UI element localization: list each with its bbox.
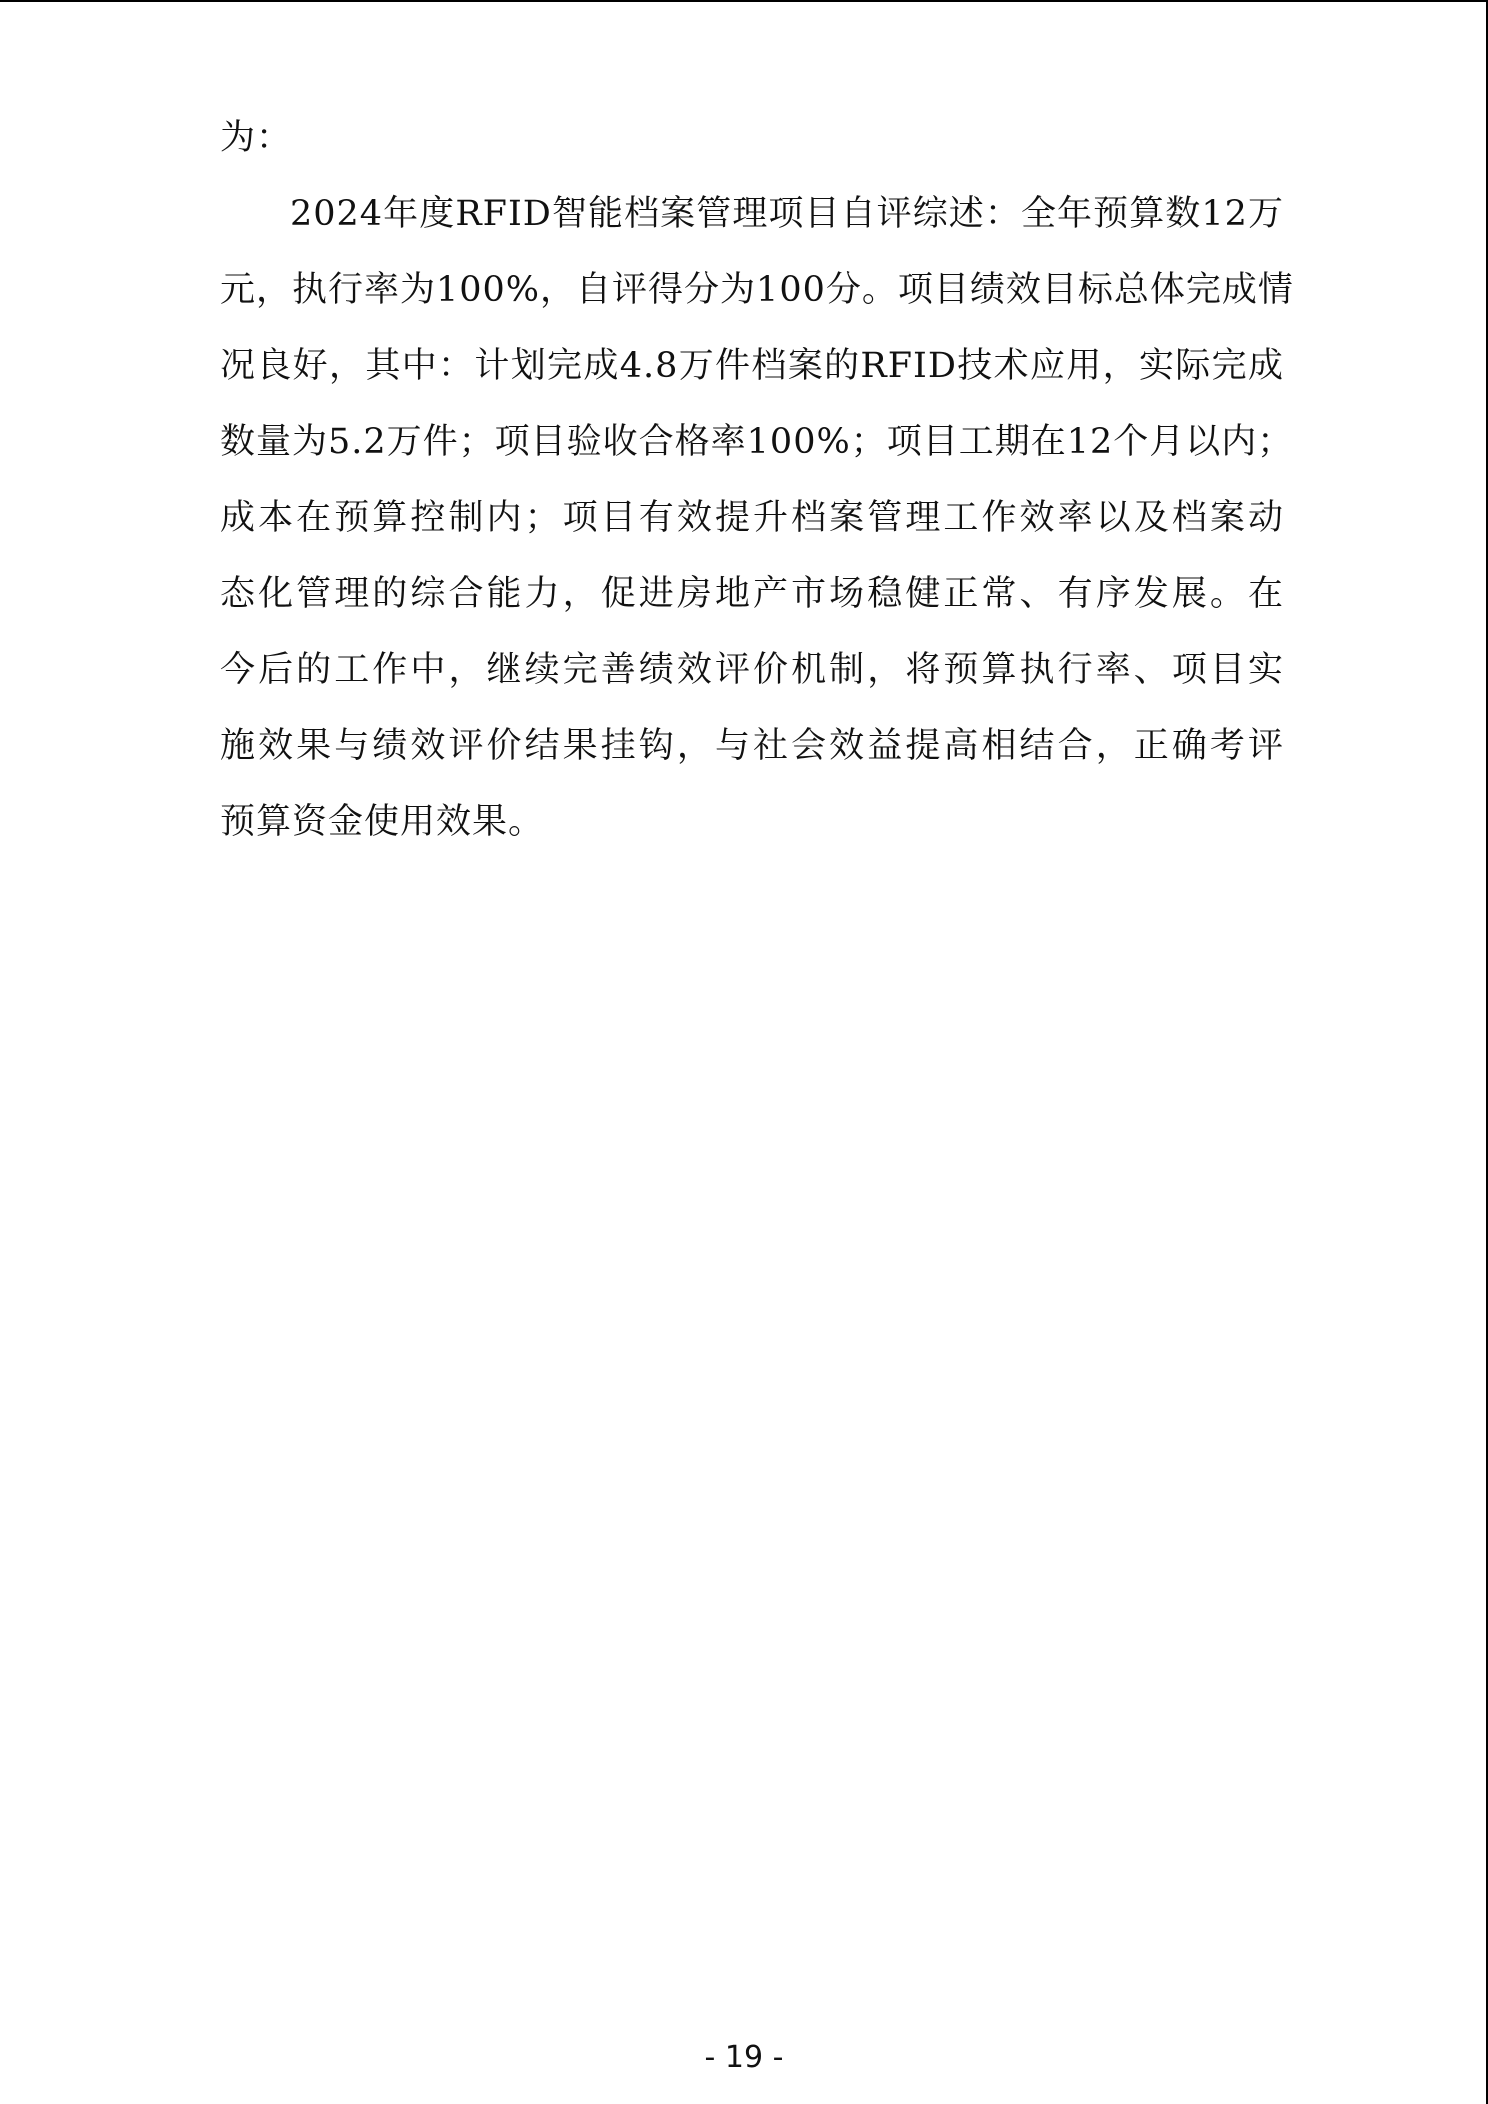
text-line-4: 况良好，其中：计划完成4.8万件档案的RFID技术应用，实际完成 <box>220 346 1284 386</box>
text-line-6: 成本在预算控制内；项目有效提升档案管理工作效率以及档案动 <box>220 498 1284 538</box>
text-line-1: 为： <box>220 118 293 158</box>
page-number: - 19 - <box>704 2040 784 2075</box>
text-line-3: 元，执行率为100%，自评得分为100分。项目绩效目标总体完成情 <box>220 270 1294 310</box>
text-line-2: 2024年度RFID智能档案管理项目自评综述：全年预算数12万 <box>290 194 1284 234</box>
text-line-9: 施效果与绩效评价结果挂钩，与社会效益提高相结合，正确考评 <box>220 726 1284 766</box>
text-line-8: 今后的工作中，继续完善绩效评价机制，将预算执行率、项目实 <box>220 650 1284 690</box>
body-text <box>220 100 1294 860</box>
text-line-10: 预算资金使用效果。 <box>220 802 545 842</box>
text-line-5: 数量为5.2万件；项目验收合格率100%；项目工期在12个月以内； <box>220 422 1294 462</box>
text-line-7: 态化管理的综合能力，促进房地产市场稳健正常、有序发展。在 <box>220 574 1284 614</box>
page-border-top <box>0 0 1488 2</box>
